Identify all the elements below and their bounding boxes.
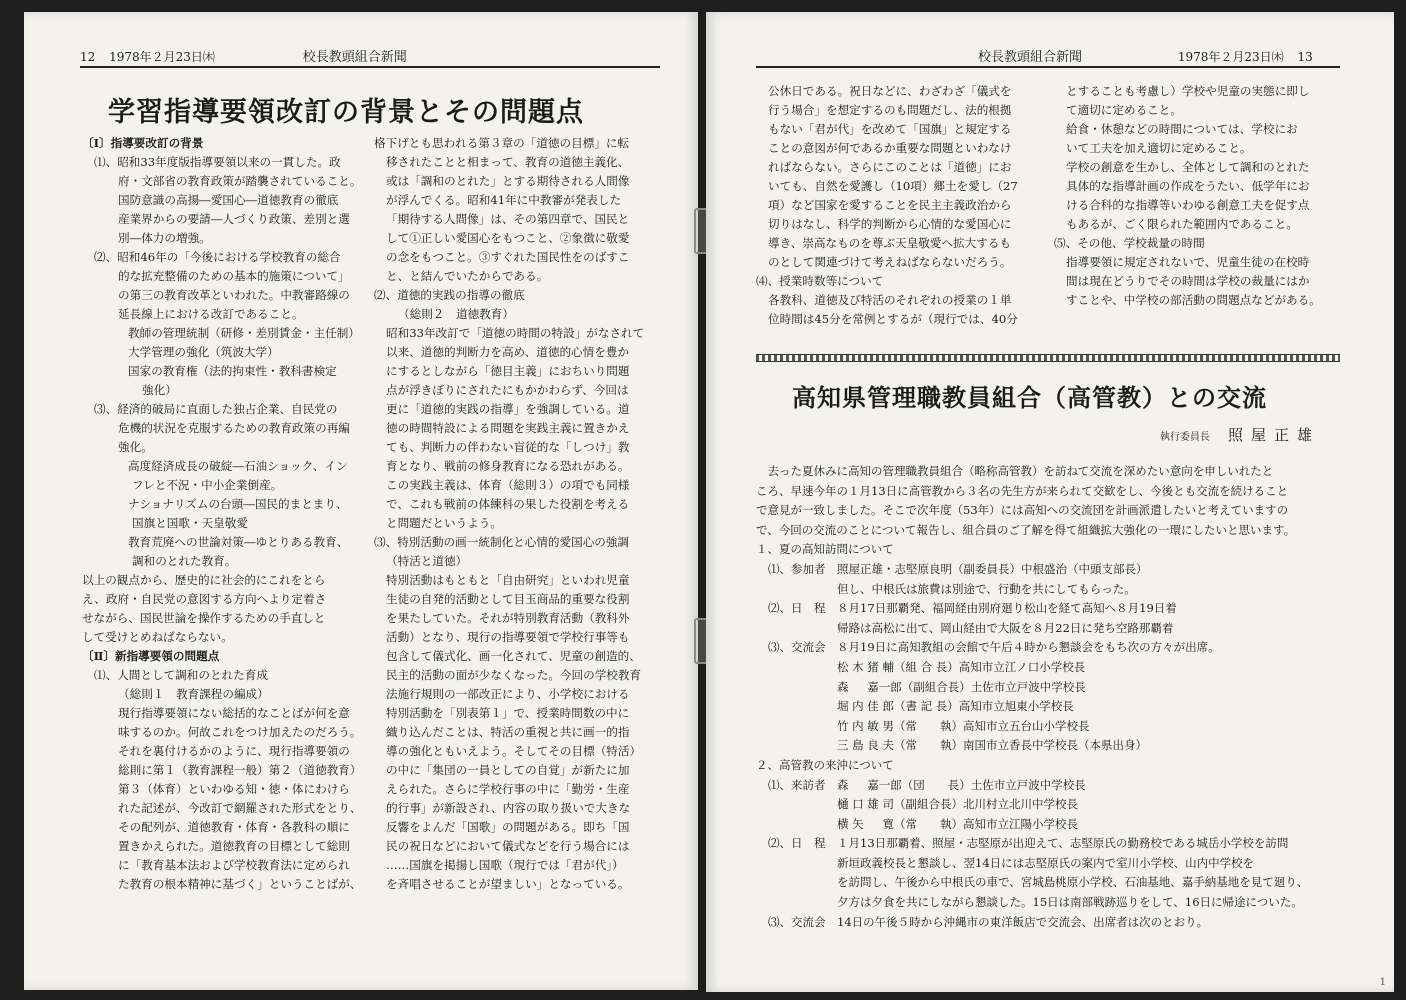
text-line: 森 嘉一郎（副組合長）土佐市立戸波中学校長 [768,679,1086,694]
text-line: で、今回の交流のことについて報告し、組合員のご了解を得て組織拡大強化の一環にしたいと思います。 [756,522,1296,537]
text-line: 民主的活動の面が少なくなった。今回の学校教育 [386,668,642,682]
left-headline: 学習指導要領改訂の背景とその問題点 [108,97,584,128]
text-line: ⑴、来訪者 森 嘉一郎（団 長）土佐市立戸波中学校長 [768,777,1086,792]
text-line: ことの意図が何であるか重要な問題といわなけ [768,141,1012,155]
right-header-date: 1978年２月23日㈭ [1177,50,1284,64]
text-line: 「期待する人間像」は、その第四章で、国民と [386,212,630,226]
right-header [978,46,1313,65]
text-line: ても、判断力の伴わない盲従的な「しつけ」教 [386,440,630,454]
text-line: この実践主義は、体育（総則３）の項でも同様 [386,478,630,492]
text-line: 以上の観点から、歴史的に社会的にこれをとら [82,573,326,587]
section-divider [756,354,1340,362]
text-line: 横 矢 寛（常 執）高知市立江陽小学校長 [768,816,1078,831]
text-line: ⑶、交流会 ８月19日に高知教組の会館で午后４時から懇談会をもち次の方々が出席。 [768,640,1220,655]
text-line: ⑸、その他、学校裁量の時間 [1054,236,1205,250]
text-line: 徳の時間特設による問題を実践主義に置きかえ [386,421,630,435]
text-line: 導き、崇高なものを尊ぶ天皇敬愛へ拡大するも [768,236,1012,250]
text-line: と、と結んでいたからである。 [386,269,549,283]
text-line: 竹 内 敏 男（常 執）高知市立五台山小学校長 [768,718,1090,733]
text-line: ⑴、人間として調和のとれた育成 [94,668,268,682]
text-line: ころ、早速今年の１月13日に高管教から３名の先生方が来られて交歓をし、今後とも交流を続けること [756,483,1289,498]
text-line: して①正しい愛国心をもつこと、②象徴に敬愛 [386,231,630,245]
text-line: で意見が一致しました。そこで次年度（53年）には高知への交流団を計画派遣したいと考えていますの [756,503,1289,518]
text-line: 国家の教育権（法的拘束性・教科書検定 [128,364,337,378]
text-line: を斉唱させることが望ましい」となっている。 [386,877,630,891]
right-page [706,12,1394,992]
text-line: 生徒の自発的活動として目玉商品的重要な役割 [386,592,630,606]
text-line: 切りはなし、科学的判断から心情的な愛国心に [768,217,1012,231]
left-header-rule [80,66,660,68]
text-line: それを裏付けるかのように、現行指導要領の [118,744,350,758]
text-line: とすることも考慮し）学校や児童の実態に即し [1066,84,1310,98]
left-header [80,46,407,65]
text-line: 昭和33年改訂で「道徳の時間の特設」がなされて [386,326,645,340]
left-page-number: 12 [80,50,96,64]
text-line: いて工夫を加え適切に定めること。 [1066,141,1252,155]
text-line: ⑵、昭和46年の「今後における学校教育の総合 [94,250,341,264]
text-line: 強化。 [118,440,153,454]
text-line: 夕方は夕食を共にしながら懇談した。15日は南部戦跡巡りをして、16日に帰途についた。 [768,895,1303,910]
left-header-date: 1978年２月23日㈭ [109,50,215,64]
text-line: ２、高管教の来沖について [756,757,894,772]
text-line: で、これも戦前の体練科の果した役割を考える [386,497,630,511]
left-column-2 [374,134,674,894]
text-line: が浮んでくる。昭和41年に中教審が発表した [386,193,622,207]
text-line: 教育荒廃への世論対策―ゆとりある教育、 [128,535,349,549]
text-line: もない「君が代」を改めて「国旗」と規定する [768,122,1012,136]
text-line: 法施行規則の一部改正により、小学校における [386,687,630,701]
text-line: ⑷、授業時数等について [756,274,884,288]
text-line: 松 木 猪 輔（組 合 長）高知市立江ノ口小学校長 [768,659,1086,674]
text-line: 国旗と国歌・天皇敬愛 [132,516,248,530]
text-line: 具体的な指導計画の作成をうたい、低学年にお [1066,179,1310,193]
text-line: 移されたことと相まって、教育の道徳主義化、 [386,155,630,169]
right-header-paper: 校長教頭組合新聞 [978,50,1083,65]
text-line: 導の強化ともいえよう。そしてその目標（特活） [386,744,642,758]
text-line: 民の祝日などにおいて儀式などを行う場合には [386,839,630,853]
text-line: ⑴、昭和33年度版指導要領以来の一貫した。政 [94,155,341,169]
text-line: もあるが、ごく限られた範囲内であること。 [1066,217,1298,231]
text-line: の中に「集団の一員としての自覚」が新たに加 [386,763,630,777]
text-line: ⑵、日 程 ８月17日那覇発、福岡経由別府廻り松山を経て高知へ８月19日着 [768,601,1177,616]
text-line: 産業界からの要請―人づくり政策、差別と選 [118,212,350,226]
text-line: 新垣政義校長と懇談し、翌14日には志堅原氏の案内で室川小学校、山内中学校を [768,855,1255,870]
text-line: 強化） [142,383,177,397]
text-line: ⑶、交流会 14日の午後５時から沖縄市の東洋飯店で交流会、出席者は次のとおり。 [768,914,1209,929]
text-line: れた記述が、今改訂で網羅された形式をとり、 [118,801,362,815]
right-page-number: 13 [1297,50,1313,64]
text-line: 間は現在どうりでその時間は学校の裁量にはか [1066,274,1310,288]
text-line: その配列が、道徳教育・体育・各教科の順に [118,820,350,834]
text-line: た教育の根本精神に基づく」ということばが、 [118,877,362,891]
text-line: 置きかえられた。道徳教育の目標として総則 [118,839,350,853]
text-line: 第３（体育）といわゆる知・徳・体にわけら [118,782,350,796]
text-line: して受けとめねばならない。 [82,630,233,644]
byline-role: 執行委員長 [1159,432,1210,443]
text-line: の第三の教育改革といわれた。中教審路線の [118,288,350,302]
text-line: 味するのか。何故これをつけ加えたのだろう。 [118,725,362,739]
text-line: 特別活動を「別表第１」で、授業時間数の中に [386,706,630,720]
text-line: 的行事」が新設され、内容の取り扱いで大きな [386,801,631,815]
text-line: 格下げとも思われる第３章の「道徳の目標」に転 [374,136,630,150]
text-line: 公休日である。祝日などに、わざわざ「儀式を [768,84,1012,98]
text-line: 各教科、道徳及び特活のそれぞれの授業の１単 [768,293,1012,307]
text-line: ける合科的な指導等いわゆる創意工夫を促す点 [1066,198,1310,212]
text-line: に「教育基本法および学校教育法に定められ [118,858,350,872]
text-line: 別―体力の増強。 [118,231,211,245]
text-line: 危機的状況を克服するための教育政策の再編 [118,421,350,435]
text-line: ⑶、経済的破局に直面した独占企業、自民党の [94,402,338,416]
text-line: 位時間は45分を常例とするが（現行では、40分 [768,312,1018,326]
text-line: 国防意識の高揚―愛国心―道徳教育の徹底 [118,193,339,207]
text-line: 反響をよんだ「国歌」の問題がある。即ち「国 [386,820,630,834]
text-line: 教師の管理統制（研修・差別賃金・主任制） [128,326,360,340]
text-line: （総則２ 道徳教育） [398,307,514,321]
text-line: 学校の創意を生かし、全体として調和のとれた [1066,160,1310,174]
text-line: 項）など国家を愛することを民主主義政治から [768,198,1012,212]
text-line: 特別活動はもともと「自由研究」といわれ児童 [386,573,630,587]
text-line: 的な拡充整備のための基本的施策について」 [118,269,350,283]
text-line: 去った夏休みに高知の管理職教員組合（略称高管教）を訪ねて交流を深めたい意向を申しいれたと [756,464,1274,478]
text-line: フレと不況・中小企業倒産。 [132,478,283,492]
text-line: えられた。さらに学校行事の中に「勤労・生産 [386,782,630,796]
text-line: 或は「調和のとれた」とする期待される人間像 [386,174,630,188]
text-line: ……国旗を掲揚し国歌（現行では「君が代」） [386,858,624,872]
text-line: え、政府・自民党の意図する方向へより定着さ [82,592,327,606]
text-line: 活動）となり、現行の指導要領で学校行事等も [386,630,630,644]
article-body [756,462,1376,932]
text-line: せながら、国民世論を操作するための手直しと [82,611,326,625]
left-page [24,12,698,990]
text-line: 更に「道徳的実践の指導」を強調している。道 [386,402,630,416]
text-line: 延長線上における改訂であること。 [118,307,304,321]
text-line: 〔Ⅱ〕新指導要領の問題点 [82,649,220,663]
article-byline [1160,424,1320,445]
text-line: ⑵、道徳的実践の指導の徹底 [374,288,525,302]
text-line: 指導要領に規定されないで、児童生徒の在校時 [1066,255,1310,269]
text-line: 以来、道徳的判断力を高め、道徳的心情を豊か [386,345,630,359]
text-line: にするとしながら「徳目主義」におちいり問題 [386,364,630,378]
text-line: 高度経済成長の破綻―石油ショック、イン [128,459,348,473]
text-line: 但し、中根氏は旅費は別途で、行動を共にしてもらった。 [768,581,1136,596]
byline-name: 照屋正雄 [1227,426,1320,444]
left-header-paper: 校長教頭組合新聞 [302,50,407,65]
text-line: 府・文部省の教育政策が踏襲されていること。 [118,174,362,188]
text-line: 樋 口 雄 司（副組合長）北川村立北川中学校長 [768,797,1078,812]
text-line: 〔Ⅰ〕指導要改訂の背景 [82,136,204,150]
text-line: を果たしていた。それが特別教育活動（教科外 [386,611,630,625]
text-line: ⑴、参加者 照屋正雄・志堅原良明（副委員長）中根盛治（中頭支部長） [768,561,1148,576]
right-header-rule [756,66,1340,68]
text-line: １、夏の高知訪問について [756,542,894,557]
text-line: の念をもつこと。③すぐれた国民性をのばすこ [386,250,630,264]
right-top-column-1 [756,82,1052,329]
text-line: （特活と道徳） [386,554,468,568]
right-top-column-2 [1054,82,1350,310]
article-title: 高知県管理職教員組合（高管教）との交流 [792,383,1267,412]
text-line: 給食・休憩などの時間については、学校にお [1066,122,1298,136]
text-line: 織り込んだことは、特活の重視と共に画一的指 [386,725,630,739]
text-line: 包含して儀式化、画一化されて、児童の創造的、 [386,649,641,663]
text-line: 点が浮きぼりにされたにもかかわらず、今回は [386,383,629,397]
text-line: ナショナリズムの台頭―国民的まとまり、 [128,497,348,511]
text-line: 調和のとれた教育。 [132,554,237,568]
text-line: 堀 内 佳 郎（書 記 長）高知市立旭東小学校長 [768,699,1074,714]
text-line: 三 島 良 夫（常 執）南国市立香長中学校長（本県出身） [768,738,1147,753]
text-line: （総則１ 教育課程の編成） [118,687,269,701]
text-line: ⑵、日 程 １月13日那覇着、照屋・志堅原が出迎えて、志堅原氏の勤務校である城岳小学校を訪問 [768,836,1289,851]
text-line: いても、自然を愛護し（10項）郷土を愛し（27 [768,179,1018,193]
text-line: て適切に定めること。 [1066,103,1182,117]
text-line: 帰路は高松に出て、岡山経由で大阪を８月22日に発ち空路那覇着 [768,620,1174,635]
left-column-1 [82,134,374,894]
text-line: 総則に第１（教育課程一般）第２（道徳教育） [118,763,362,777]
corner-mark: 1 [1379,977,1386,988]
text-line: を訪問し、午後から中根氏の車で、宮城島桃原小学校、石油基地、嘉手納基地を見て廻り、 [768,875,1309,890]
text-line: と問題だというよう。 [386,516,502,530]
text-line: 大学管理の強化（筑波大学） [128,345,279,359]
text-line: のとして関連づけて考えねばならないだろう。 [768,255,1012,269]
text-line: 育となり、戦前の修身教育になる恐れがある。 [386,459,630,473]
text-line: 現行指導要領にない総括的なことばが何を意 [118,706,350,720]
text-line: すことや、中学校の部活動の問題点などがある。 [1066,293,1321,307]
text-line: ⑶、特別活動の画一統制化と心情的愛国心の強調 [374,535,630,549]
text-line: ればならない。さらにこのことは「道徳」にお [768,160,1012,174]
text-line: 行う場合」を想定するのも問題だし、法的根拠 [768,103,1012,117]
